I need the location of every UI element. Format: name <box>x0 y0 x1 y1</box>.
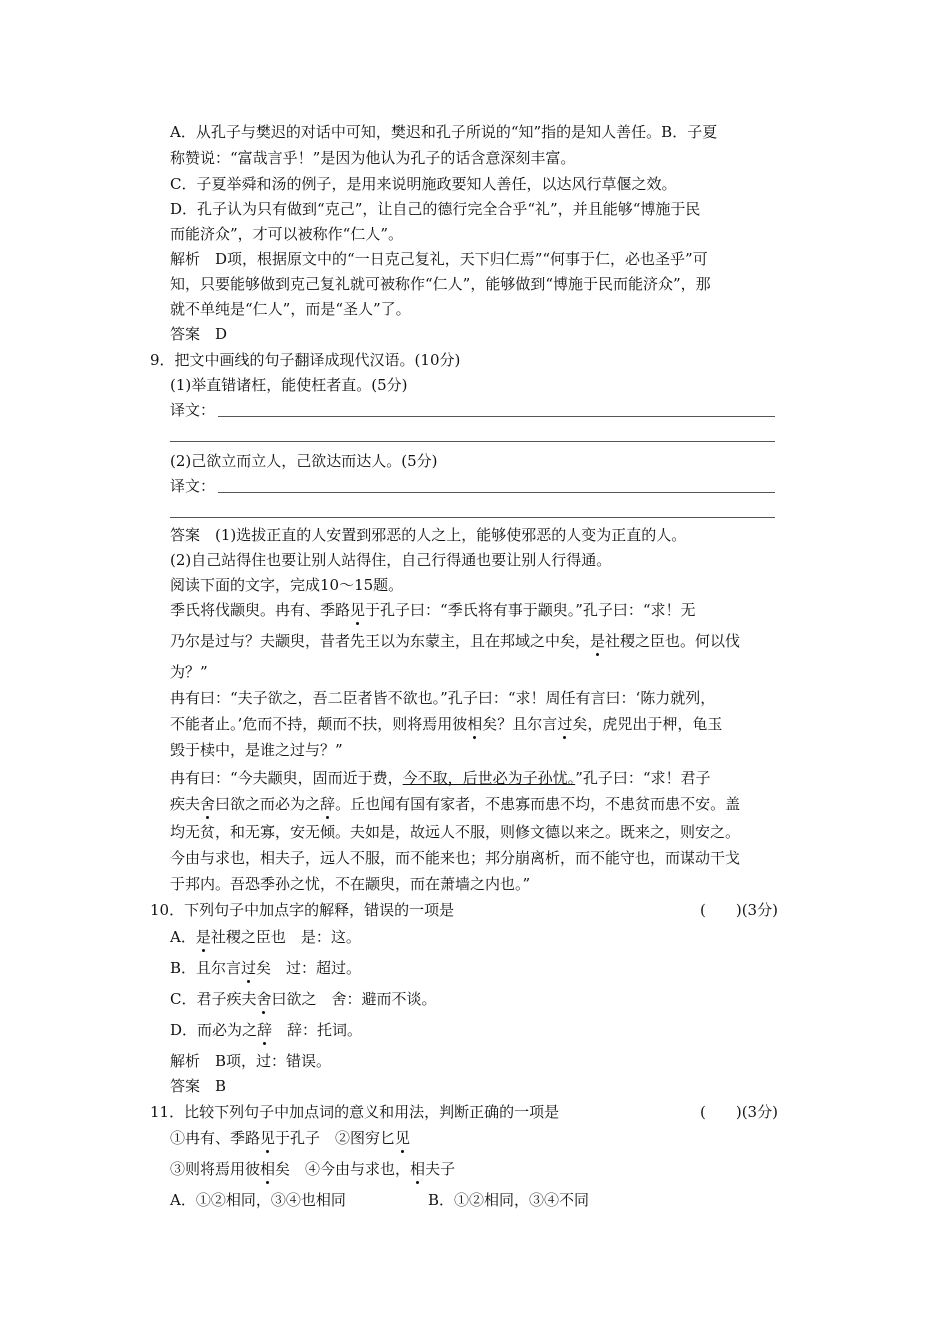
q9-sentence1: (1)举直错诸枉，能使枉者直。(5分) <box>170 376 408 394</box>
passage-p2-line2: 不能者止。’危而不持，颠而不扶，则将焉用彼相矣？且尔言过矣，虎兕出于柙，龟玉 <box>170 715 723 733</box>
passage-p2-line1: 冉有曰：“夫子欲之，吾二臣者皆不欲也。”孔子曰：“求！周任有言曰：‘陈力就列， <box>170 689 716 707</box>
q10-answer: 答案 B <box>170 1077 227 1095</box>
q9-answer-line1[interactable] <box>218 416 775 417</box>
q8-option-b: 称赞说：“富哉言乎！”是因为他认为孔子的话含意深刻丰富。 <box>170 149 576 167</box>
passage-p3-line2: 疾夫舍曰欲之而必为之辞。丘也闻有国有家者，不患寡而患不均，不患贫而患不安。盖 <box>170 795 741 813</box>
q9-answer-line2-text: (2)自己站得住也要让别人站得住，自己行得通也要让别人行得通。 <box>170 551 612 569</box>
q11-title: 11．比较下列句子中加点词的意义和用法，判断正确的一项是 <box>150 1103 560 1121</box>
passage-p3-line4: 今由与求也，相夫子，远人不服，而不能来也；邦分崩离析，而不能守也，而谋动干戈 <box>170 849 741 867</box>
q10-option-c: C．君子疾夫舍曰欲之 舍：避而不谈。 <box>170 990 437 1008</box>
q11-row1: ①冉有、季路见于孔子 ②图穷匕见 <box>170 1129 411 1147</box>
passage-p3-line5: 于邦内。吾恐季孙之忧，不在颛臾，而在萧墙之内也。” <box>170 875 531 893</box>
passage-p2-line3: 毁于椟中，是谁之过与？” <box>170 741 343 759</box>
q9-translate1-label: 译文： <box>170 401 216 419</box>
q9-answer-line4[interactable] <box>170 517 775 518</box>
q10-option-a: A．是社稷之臣也 是：这。 <box>170 928 361 946</box>
passage-p3-line1: 冉有曰：“今夫颛臾，固而近于费，今不取，后世必为子孙忧。”孔子曰：“求！君子 <box>170 769 711 787</box>
q9-title: 9．把文中画线的句子翻译成现代汉语。(10分) <box>150 351 461 369</box>
q8-analysis-line3: 就不单纯是“仁人”，而是“圣人”了。 <box>170 300 411 318</box>
q9-answer-line3[interactable] <box>218 492 775 493</box>
q10-analysis: 解析 B项，过：错误。 <box>170 1052 332 1070</box>
q11-row2: ③则将焉用彼相矣 ④今由与求也，相夫子 <box>170 1160 456 1178</box>
passage-intro: 阅读下面的文字，完成10～15题。 <box>170 576 404 594</box>
q9-answer-line1-text: 答案 (1)选拔正直的人安置到邪恶的人之上，能够使邪恶的人变为正直的人。 <box>170 526 687 544</box>
q8-option-d-line1: D．孔子认为只有做到“克己”，让自己的德行完全合乎“礼”，并且能够“博施于民 <box>170 200 701 218</box>
underlined-sentence: 今不取，后世必为子孙忧。 <box>402 769 576 787</box>
q10-score[interactable]: ( )(3分) <box>700 901 778 919</box>
q11-score[interactable]: ( )(3分) <box>700 1103 778 1121</box>
q8-option-c: C．子夏举舜和汤的例子，是用来说明施政要知人善任，以达风行草偃之效。 <box>170 175 677 193</box>
q8-analysis-line2: 知，只要能够做到克己复礼就可被称作“仁人”，能够做到“博施于民而能济众”，那 <box>170 275 711 293</box>
q9-sentence2: (2)己欲立而立人，己欲达而达人。(5分) <box>170 452 438 470</box>
q10-title: 10．下列句子中加点字的解释，错误的一项是 <box>150 901 455 919</box>
q11-option-a: A．①②相同，③④也相同 <box>170 1191 346 1209</box>
passage-p1-line3: 为？” <box>170 663 208 681</box>
q8-answer: 答案 D <box>170 325 228 343</box>
q10-option-b: B．且尔言过矣 过：超过。 <box>170 959 362 977</box>
q11-option-b: B．①②相同，③④不同 <box>428 1191 590 1209</box>
q9-answer-line2[interactable] <box>170 441 775 442</box>
q10-option-d: D．而必为之辞 辞：托词。 <box>170 1021 363 1039</box>
passage-p1-line2: 乃尔是过与？夫颛臾，昔者先王以为东蒙主，且在邦域之中矣，是社稷之臣也。何以伐 <box>170 632 741 650</box>
passage-p3-line3: 均无贫，和无寡，安无倾。夫如是，故远人不服，则修文德以来之。既来之，则安之。 <box>170 823 741 841</box>
q8-analysis-line1: 解析 D项，根据原文中的“一日克己复礼，天下归仁焉”“何事于仁，必也圣乎”可 <box>170 250 708 268</box>
q8-option-d-line2: 而能济众”，才可以被称作“仁人”。 <box>170 225 404 243</box>
q8-option-a: A．从孔子与樊迟的对话中可知，樊迟和孔子所说的“知”指的是知人善任。B．子夏 <box>170 123 718 141</box>
passage-p1-line1: 季氏将伐颛臾。冉有、季路见于孔子曰：“季氏将有事于颛臾。”孔子曰：“求！无 <box>170 601 696 619</box>
q9-translate2-label: 译文： <box>170 477 216 495</box>
